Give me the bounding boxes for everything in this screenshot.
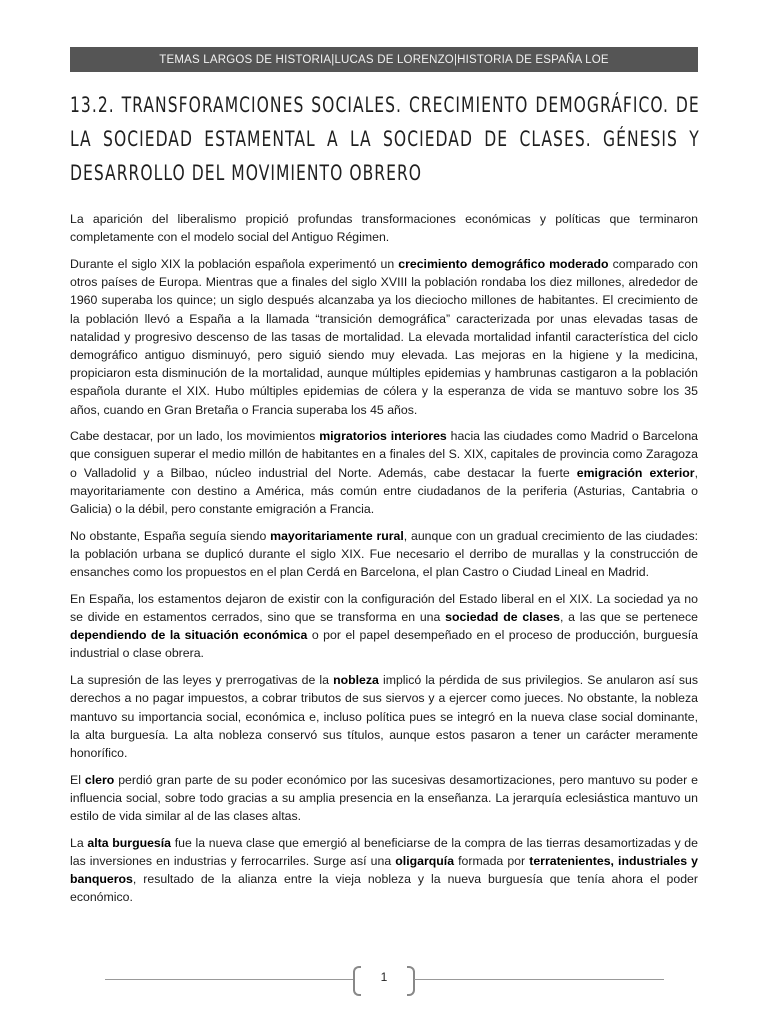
paragraph-nobility: La supresión de las leyes y prerrogativas de la nobleza implicó la pérdida de sus privilegios. Se anularon así sus derechos a no pagar impuestos, a cobrar tributos de sus siervos y a ejercer como jueces. No obstante, la nobleza mantuvo su importancia social, económica e, incluso política pues se integró en la nueva clase social dominante, la alta burguesía. La alta nobleza conservó sus títulos, aunque estos pasaron a tener un carácter meramente honorífico. [70,673,698,760]
paragraph-rural: No obstante, España seguía siendo mayoritariamente rural, aunque con un gradual crecimiento de las ciudades: la población urbana se duplicó durante el siglo XIX. Fue necesario el derribo de murallas y la construcción de ensanches como los propuestos en el plan Cerdá en Barcelona, el plan Castro o Ciudad Lineal en Madrid. [70,528,699,580]
section-title: 13.2. TRANSFORAMCIONES SOCIALES. CRECIMIENTO DEMOGRÁFICO. DE LA SOCIEDAD ESTAMENTAL A LA SOCIEDAD DE CLASES. GÉNESIS Y DESARROLLO DEL MOVIMIENTO OBRERO [70,93,700,185]
highlight-term: clero [84,772,115,787]
footer-rule-right [414,979,664,980]
running-header [70,47,698,72]
running-header-text: TEMAS LARGOS DE HISTORIA|LUCAS DE LORENZO|HISTORIA DE ESPAÑA LOE [159,53,609,66]
paragraph-classes: En España, los estamentos dejaron de existir con la configuración del Estado liberal en el XIX. La sociedad ya no se divide en estamentos cerrados, sino que se transforma en una sociedad de clases, a las que se pertenece dependiendo de la situación económica o por el papel desempeñado en el proceso de producción, burguesía industrial o clase obrera. [70,591,698,661]
page-number-bracket-left [353,966,361,996]
paragraph-clergy: El clero perdió gran parte de su poder económico por las sucesivas desamortizaciones, pero mantuvo su poder e influencia social, sobre todo gracias a su amplia presencia en la enseñanza. La jerarquía eclesiástica mantuvo un estilo de vida similar al de las clases altas. [70,772,699,824]
highlight-term: terratenientes, industriales y banqueros [70,854,699,887]
paragraph-bourgeoisie: La alta burguesía fue la nueva clase que emergió al beneficiarse de la compra de las tierras desamortizadas y de las inversiones en industrias y ferrocarriles. Surge así una oligarquía formada por terratenientes, industriales y banqueros, resultado de la alianza entre la vieja nobleza y la nueva burguesía que tenía ahora el poder económico. [70,835,699,905]
highlight-term: dependiendo de la situación económica [70,628,308,643]
highlight-term: oligarquía [395,854,455,868]
highlight-term: sociedad de clases [445,610,560,625]
body-text [70,210,698,915]
highlight-term: migratorios interiores [319,429,447,444]
highlight-term: nobleza [333,673,379,688]
paragraph-intro: La aparición del liberalismo propició profundas transformaciones económicas y políticas que terminaron completamente con el modelo social del Antiguo Régimen. [70,212,698,245]
highlight-term: alta burguesía [87,835,172,850]
highlight-term: crecimiento demográfico moderado [398,256,609,271]
page-number: 1 [380,970,388,984]
highlight-term: mayoritariamente rural [270,528,404,543]
footer-rule-left [105,979,355,980]
paragraph-demography: Durante el siglo XIX la población española experimentó un crecimiento demográfico moderado comparado con otros países de Europa. Mientras que a finales del siglo XVIII la población rondaba los diez millones, alrededor de 1960 superaba los quince; un siglo después alcanzaba ya los dieciocho millones de habitantes. El crecimiento de la población llevó a España a la llamada “transición demográfica” caracterizada por unas elevadas tasas de natalidad y progresivo descenso de las tasas de mortalidad. La elevada mortalidad infantil característica del ciclo demográfico antiguo disminuyó, pero siguió siendo muy elevada. Las mejoras en la higiene y la medicina, propiciaron esta disminución de la mortalidad, aunque múltiples epidemias y hambrunas castigaron a la población española durante el XIX. Hubo múltiples epidemias de cólera y la esperanza de vida se mantuvo sobre los 35 años, cuando en Gran Bretaña o Francia superaba los 45 años. [70,256,698,417]
page-number-bracket-right [407,966,415,996]
paragraph-migration: Cabe destacar, por un lado, los movimientos migratorios interiores hacia las ciudades como Madrid o Barcelona que consiguen superar el medio millón de habitantes en a finales del S. XIX, capitales de provincia como Zaragoza o Valladolid y a Bilbao, núcleo industrial del Norte. Además, cabe destacar la fuerte emigración exterior, mayoritariamente con destino a América, más común entre ciudadanos de la periferia (Asturias, Cantabria o Galicia) o la débil, pero constante emigración a Francia. [70,429,698,517]
highlight-term: emigración exterior [576,465,695,480]
